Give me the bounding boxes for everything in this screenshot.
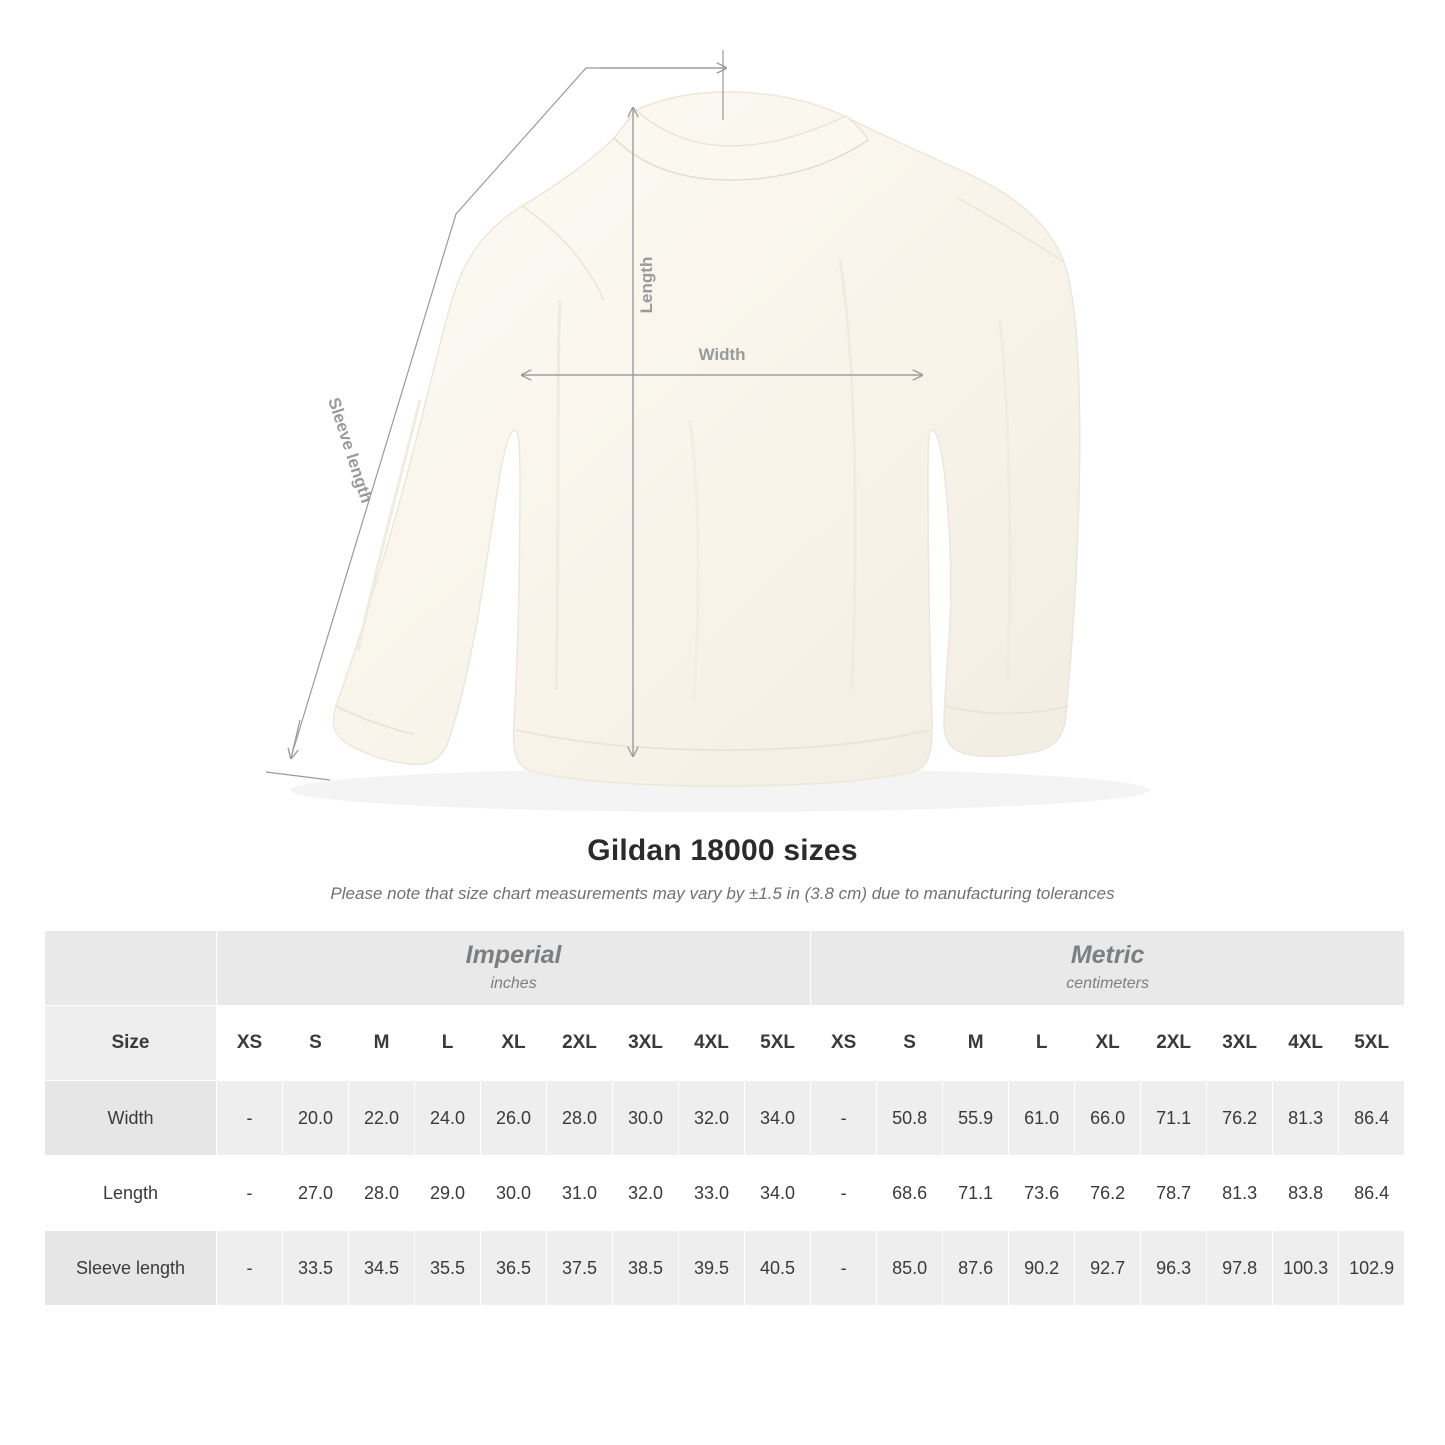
table-row [45,1081,1405,1156]
cell-length-metric-xl: 76.2 [1075,1156,1141,1231]
header-size-imperial-2xl: 2XL [547,1006,613,1081]
cell-sleeve-imperial-s: 33.5 [283,1231,349,1306]
cell-width-metric-xs: - [811,1081,877,1156]
sleeve-length-label: Sleeve length [324,395,377,506]
cell-sleeve-metric-l: 90.2 [1009,1231,1075,1306]
cell-width-imperial-xl: 26.0 [481,1081,547,1156]
corner-cell [45,931,217,1006]
header-size-imperial-l: L [415,1006,481,1081]
header-size-imperial-xl: XL [481,1006,547,1081]
title-block [0,834,1445,904]
cell-sleeve-imperial-2xl: 37.5 [547,1231,613,1306]
header-size-metric-m: M [943,1006,1009,1081]
header-size-imperial-3xl: 3XL [613,1006,679,1081]
length-label: Length [637,256,656,314]
header-size-imperial-m: M [349,1006,415,1081]
unit-header-metric [811,931,1405,1006]
header-size-imperial-xs: XS [217,1006,283,1081]
header-size-metric-xs: XS [811,1006,877,1081]
cell-sleeve-imperial-xs: - [217,1231,283,1306]
cell-sleeve-metric-5xl: 102.9 [1339,1231,1405,1306]
table-row [45,1156,1405,1231]
cell-sleeve-imperial-4xl: 39.5 [679,1231,745,1306]
row-label-width: Width [45,1081,217,1156]
cell-length-metric-3xl: 81.3 [1207,1156,1273,1231]
cell-width-metric-4xl: 81.3 [1273,1081,1339,1156]
cell-length-metric-4xl: 83.8 [1273,1156,1339,1231]
size-table-wrapper [0,930,1445,1306]
header-size-metric-2xl: 2XL [1141,1006,1207,1081]
cell-sleeve-metric-s: 85.0 [877,1231,943,1306]
cell-length-metric-5xl: 86.4 [1339,1156,1405,1231]
cell-length-imperial-xl: 30.0 [481,1156,547,1231]
unit-header-row [45,931,1405,1006]
row-label-length: Length [45,1156,217,1231]
cell-sleeve-metric-xl: 92.7 [1075,1231,1141,1306]
cell-length-metric-xs: - [811,1156,877,1231]
cell-length-metric-l: 73.6 [1009,1156,1075,1231]
cell-sleeve-metric-3xl: 97.8 [1207,1231,1273,1306]
header-size-imperial-5xl: 5XL [745,1006,811,1081]
cell-length-imperial-xs: - [217,1156,283,1231]
sweatshirt-shape [333,92,1079,786]
unit-name-imperial: Imperial [465,940,562,969]
header-size-metric-3xl: 3XL [1207,1006,1273,1081]
cell-width-imperial-xs: - [217,1081,283,1156]
cell-length-imperial-s: 27.0 [283,1156,349,1231]
cell-width-metric-s: 50.8 [877,1081,943,1156]
size-header-row [45,1006,1405,1081]
cell-length-imperial-m: 28.0 [349,1156,415,1231]
header-size-metric-4xl: 4XL [1273,1006,1339,1081]
header-size-metric-s: S [877,1006,943,1081]
cell-width-imperial-l: 24.0 [415,1081,481,1156]
page-title: Gildan 18000 sizes [587,834,858,867]
unit-sub-metric: centimeters [1066,974,1149,992]
cell-sleeve-metric-4xl: 100.3 [1273,1231,1339,1306]
header-size: Size [45,1006,217,1081]
cell-sleeve-metric-xs: - [811,1231,877,1306]
cell-length-metric-s: 68.6 [877,1156,943,1231]
header-size-imperial-s: S [283,1006,349,1081]
unit-sub-imperial: inches [490,974,537,992]
cell-width-metric-3xl: 76.2 [1207,1081,1273,1156]
cell-sleeve-imperial-m: 34.5 [349,1231,415,1306]
cell-width-imperial-3xl: 30.0 [613,1081,679,1156]
cell-sleeve-imperial-l: 35.5 [415,1231,481,1306]
table-row [45,1231,1405,1306]
cell-width-imperial-5xl: 34.0 [745,1081,811,1156]
cell-sleeve-imperial-xl: 36.5 [481,1231,547,1306]
size-table [44,930,1405,1306]
cell-length-metric-m: 71.1 [943,1156,1009,1231]
cell-sleeve-metric-2xl: 96.3 [1141,1231,1207,1306]
cell-width-imperial-m: 22.0 [349,1081,415,1156]
header-size-metric-l: L [1009,1006,1075,1081]
tolerance-note: Please note that size chart measurements may vary by ±1.5 in (3.8 cm) due to manufacturing tolerances [330,884,1115,903]
header-size-imperial-4xl: 4XL [679,1006,745,1081]
cell-length-metric-2xl: 78.7 [1141,1156,1207,1231]
cell-width-imperial-s: 20.0 [283,1081,349,1156]
cell-width-metric-xl: 66.0 [1075,1081,1141,1156]
cell-length-imperial-3xl: 32.0 [613,1156,679,1231]
cell-length-imperial-5xl: 34.0 [745,1156,811,1231]
cell-width-metric-m: 55.9 [943,1081,1009,1156]
cell-sleeve-imperial-5xl: 40.5 [745,1231,811,1306]
cell-width-metric-5xl: 86.4 [1339,1081,1405,1156]
row-label-sleeve-length: Sleeve length [45,1231,217,1306]
cell-sleeve-imperial-3xl: 38.5 [613,1231,679,1306]
cell-width-metric-l: 61.0 [1009,1081,1075,1156]
unit-header-imperial [217,931,811,1006]
cell-length-imperial-l: 29.0 [415,1156,481,1231]
cell-length-imperial-2xl: 31.0 [547,1156,613,1231]
header-size-metric-5xl: 5XL [1339,1006,1405,1081]
cell-sleeve-metric-m: 87.6 [943,1231,1009,1306]
cell-length-imperial-4xl: 33.0 [679,1156,745,1231]
header-size-metric-xl: XL [1075,1006,1141,1081]
unit-name-metric: Metric [1070,940,1145,969]
cell-width-imperial-2xl: 28.0 [547,1081,613,1156]
cell-width-metric-2xl: 71.1 [1141,1081,1207,1156]
width-label: Width [698,345,746,364]
cell-width-imperial-4xl: 32.0 [679,1081,745,1156]
